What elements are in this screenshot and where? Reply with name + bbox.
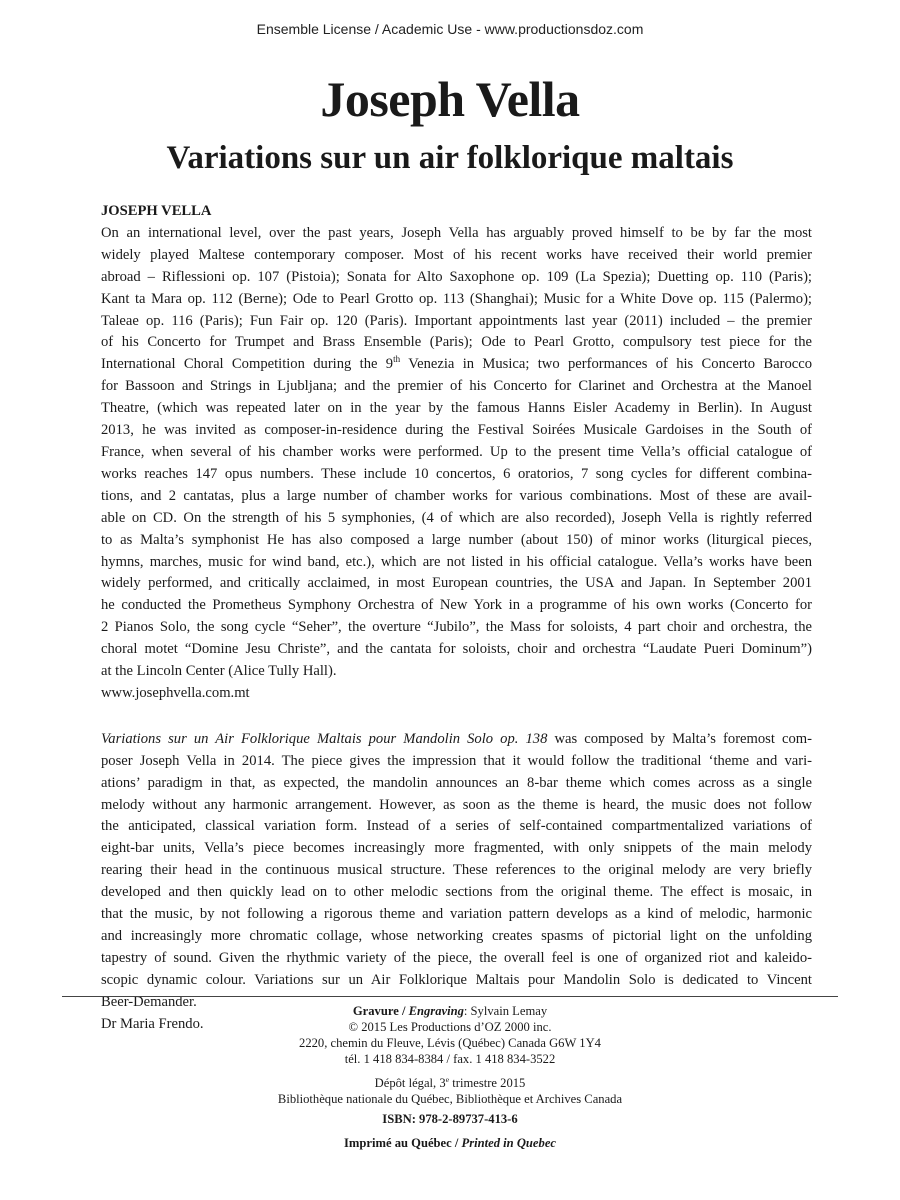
text-line: Kant ta Mara op. 112 (Berne); Ode to Pearl Grotto op. 113 (Shanghai); Music for a White Dove op. 115 (Palermo);: [101, 290, 812, 307]
text-line: for Bassoon and Strings in Ljubljana; and the premier of his Concerto for Clarinet and Orchestra at the Manoel: [101, 378, 812, 395]
text-line: 2 Pianos Solo, the song cycle “Seher”, the overture “Jubilo”, the Mass for soloists, 4 part choir and orchestra, the: [101, 619, 812, 636]
engraving-credit: Gravure / Engraving: Sylvain Lemay: [352, 1004, 548, 1018]
text-line: ations’ paradigm in that, as expected, the mandolin announces an 8-bar theme which comes across as a single: [101, 774, 812, 791]
text-line: tions, and 2 cantatas, plus a large number of chamber works for various combinations. Most of these are avail-: [101, 487, 812, 504]
publication-credits: [0, 1003, 900, 1151]
text-line: rearing their head in the continuous musical structure. These references to the original melody are very briefly: [101, 862, 812, 879]
text-line: International Choral Competition during the 9th Venezia in Musica; two performances of his Concerto Barocco: [101, 354, 812, 373]
printed-in: Imprimé au Québec / Printed in Quebec: [344, 1136, 556, 1150]
text-line: 2013, he was invited as composer-in-residence during the Festival Soirées Musicale Gardoises in the South of: [101, 422, 812, 439]
text-line: widely performed, and critically acclaimed, in most European countries, the USA and Japan. In September 2001: [101, 575, 812, 592]
text-line: Beer-Demander.: [101, 993, 197, 1010]
isbn: ISBN: 978-2-89737-413-6: [382, 1112, 518, 1126]
text-line: works reaches 147 opus numbers. These include 10 concertos, 6 oratorios, 7 song cycles for different combina-: [101, 465, 812, 482]
text-line: at the Lincoln Center (Alice Tully Hall).: [101, 663, 337, 680]
publisher-phone: tél. 1 418 834-8384 / fax. 1 418 834-3522: [344, 1052, 556, 1066]
text-line: Theatre, (which was repeated later on in the year by the famous Hanns Eisler Academy in Berlin). In August: [101, 400, 812, 417]
main-text: [101, 201, 812, 1036]
publisher-address: 2220, chemin du Fleuve, Lévis (Québec) Canada G6W 1Y4: [299, 1036, 601, 1050]
text-line: hymns, marches, music for wind band, etc.), which are not listed in his official catalogue. Vella’s works have been: [101, 553, 812, 570]
text-line: Variations sur un Air Folklorique Maltais pour Mandolin Solo op. 138 was composed by Malta’s foremost com-: [101, 730, 812, 747]
text-line: melody without any harmonic arrangement. However, as soon as the theme is heard, the music does not follow: [101, 796, 812, 813]
program-notes-paragraph: [101, 729, 812, 1014]
text-line: widely played Maltese contemporary composer. Most of his recent works have received their world premier: [101, 246, 812, 263]
text-line: developed and then quickly lead on to other melodic sections from the original theme. The effect is mosaic, in: [101, 884, 812, 901]
text-line: the anticipated, classical variation form. Instead of a series of self-contained compartmentalized variations of: [101, 818, 812, 835]
notes-author: Dr Maria Frendo.: [101, 1015, 204, 1032]
text-line: Taleae op. 116 (Paris); Fun Fair op. 120 (Paris). Important appointments last year (2011) included – the premier: [101, 312, 812, 329]
text-line: able on CD. On the strength of his 5 symphonies, (4 of which are also recorded), Joseph Vella is rightly referred: [101, 509, 812, 526]
biography-paragraph: [101, 223, 812, 683]
libraries-line: Bibliothèque nationale du Québec, Bibliothèque et Archives Canada: [277, 1092, 623, 1106]
license-banner: Ensemble License / Academic Use - www.productionsdoz.com: [256, 21, 644, 37]
text-line: of his Concerto for Trumpet and Brass Ensemble (Paris); Ode to Pearl Grotto, compulsory test piece for the: [101, 334, 812, 351]
text-line: and increasingly more chromatic collage, whose networking creates spasms of pictorial light on the unfolding: [101, 928, 812, 944]
work-title-italic: Variations sur un Air Folklorique Maltais pour Mandolin Solo op. 138: [101, 730, 548, 747]
composer-title: Joseph Vella: [320, 71, 580, 127]
text-line: to as Malta’s symphonist He has also composed a large number (about 150) of minor works (liturgical pieces,: [101, 531, 812, 548]
text-line: that the music, by not following a rigorous theme and variation pattern develops as a kind of melodic, harmonic: [101, 906, 812, 923]
text-line: choral motet “Domine Jesu Christe”, and the cantata for soloists, choir and orchestra “Laudate Pueri Dominum”): [101, 641, 812, 658]
text-line: eight-bar units, Vella’s piece becomes increasingly more fragmented, with only snippets of the main melody: [101, 840, 812, 857]
text-line: France, when several of his chamber works were performed. Up to the present time Vella’s official catalogue of: [101, 443, 812, 460]
text-line: abroad – Riflessioni op. 107 (Pistoia); Sonata for Alto Saxophone op. 109 (La Spezia); Duetting op. 110 (Paris);: [101, 268, 812, 285]
text-line: scopic dynamic colour. Variations sur un Air Folklorique Maltais pour Mandolin Solo is dedicated to Vincent: [101, 971, 812, 988]
copyright-line: © 2015 Les Productions d’OZ 2000 inc.: [348, 1020, 552, 1034]
work-title: Variations sur un air folklorique maltais: [166, 140, 734, 176]
text-line: poser Joseph Vella in 2014. The piece gives the impression that it would follow the traditional ‘theme and vari-: [101, 752, 812, 769]
text-line: On an international level, over the past years, Joseph Vella has arguably proved himself to be by far the most: [101, 224, 812, 241]
divider-rule: [62, 996, 838, 997]
legal-deposit: Dépôt légal, 3e trimestre 2015: [374, 1074, 526, 1090]
biography-heading: JOSEPH VELLA: [101, 203, 212, 219]
composer-website: www.josephvella.com.mt: [101, 684, 250, 701]
text-line: he conducted the Prometheus Symphony Orchestra of New York in a programme of his own works (Concerto for: [101, 597, 812, 614]
text-line: tapestry of sound. Given the rhythmic variety of the piece, the overall feel is one of organized riot and kaleido-: [101, 949, 812, 966]
